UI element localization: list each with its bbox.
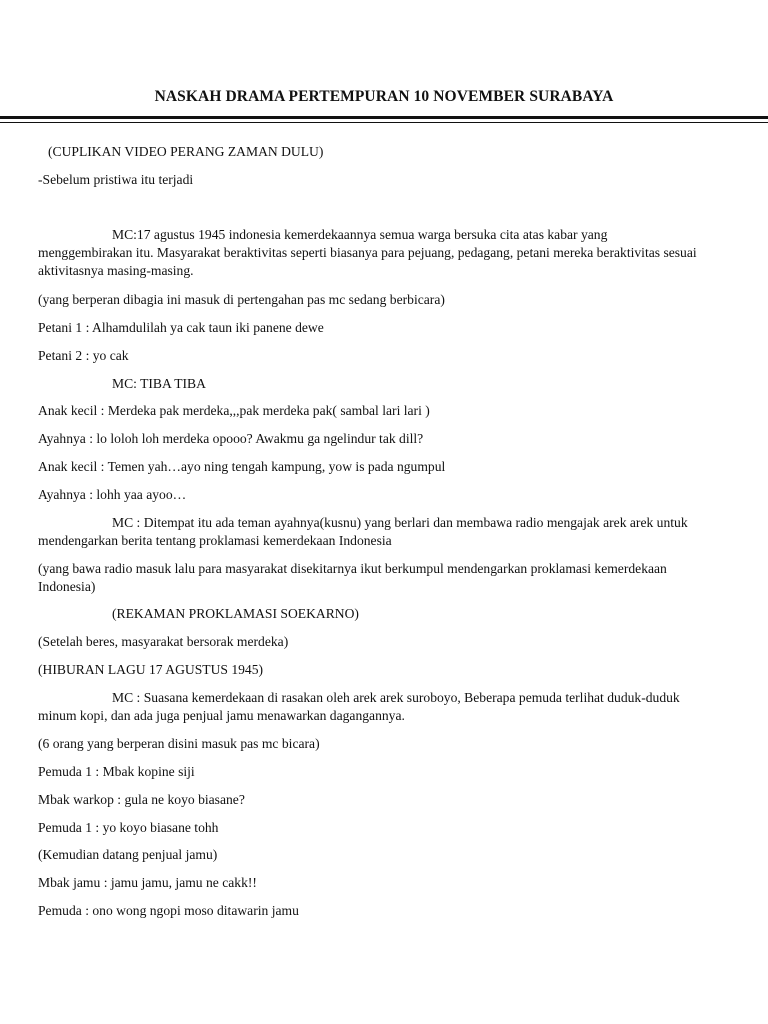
stage-direction: (HIBURAN LAGU 17 AGUSTUS 1945): [38, 662, 264, 677]
stage-direction: (Kemudian datang penjual jamu): [38, 847, 218, 862]
title-rule-thick: [0, 116, 768, 119]
stage-direction: (6 orang yang berperan disini masuk pas mc bicara): [38, 736, 320, 751]
stage-direction: (REKAMAN PROKLAMASI SOEKARNO): [112, 606, 359, 621]
dialogue-line: Petani 1 : Alhamdulilah ya cak taun iki panene dewe: [38, 320, 324, 335]
dialogue-line: Pemuda : ono wong ngopi moso ditawarin jamu: [38, 903, 299, 918]
stage-direction: (yang berperan dibagia ini masuk di pertengahan pas mc sedang berbicara): [38, 292, 445, 307]
dialogue-line: Anak kecil : Temen yah…ayo ning tengah kampung, yow is pada ngumpul: [38, 459, 446, 474]
dialogue-line: Petani 2 : yo cak: [38, 348, 129, 363]
stage-direction: (CUPLIKAN VIDEO PERANG ZAMAN DULU): [48, 144, 324, 159]
mc-narration: MC : Ditempat itu ada teman ayahnya(kusnu) yang berlari dan membawa radio mengajak arek arek untuk mendengarkan berita tentang proklamasi kemerdekaan Indonesia: [38, 515, 688, 548]
scene-note: -Sebelum pristiwa itu terjadi: [38, 172, 194, 187]
dialogue-line: Anak kecil : Merdeka pak merdeka,,,pak merdeka pak( sambal lari lari ): [38, 403, 430, 418]
dialogue-line: Ayahnya : lohh yaa ayoo…: [38, 487, 187, 502]
dialogue-line: Pemuda 1 : Mbak kopine siji: [38, 764, 195, 779]
mc-narration: MC:17 agustus 1945 indonesia kemerdekaannya semua warga bersuka cita atas kabar yang menggembirakan itu. Masyarakat beraktivitas seperti biasanya para pejuang, pedagang, petani mereka beraktivitas sesuai aktivitasnya masing-masing.: [38, 227, 697, 278]
dialogue-line: Ayahnya : lo loloh loh merdeka opooo? Awakmu ga ngelindur tak dill?: [38, 431, 424, 446]
stage-direction: (Setelah beres, masyarakat bersorak merdeka): [38, 634, 289, 649]
stage-direction: (yang bawa radio masuk lalu para masyarakat disekitarnya ikut berkumpul mendengarkan proklamasi kemerdekaan Indonesia): [38, 561, 667, 594]
document-title: NASKAH DRAMA PERTEMPURAN 10 NOVEMBER SURABAYA: [154, 88, 614, 105]
title-rule-thin: [0, 122, 768, 123]
dialogue-line: Mbak jamu : jamu jamu, jamu ne cakk!!: [38, 875, 257, 890]
dialogue-line: Mbak warkop : gula ne koyo biasane?: [38, 792, 245, 807]
dialogue-line: Pemuda 1 : yo koyo biasane tohh: [38, 820, 219, 835]
mc-narration: MC: TIBA TIBA: [112, 376, 206, 391]
mc-narration: MC : Suasana kemerdekaan di rasakan oleh arek arek suroboyo, Beberapa pemuda terlihat duduk-duduk minum kopi, dan ada juga penjual jamu menawarkan dagangannya.: [38, 690, 680, 723]
